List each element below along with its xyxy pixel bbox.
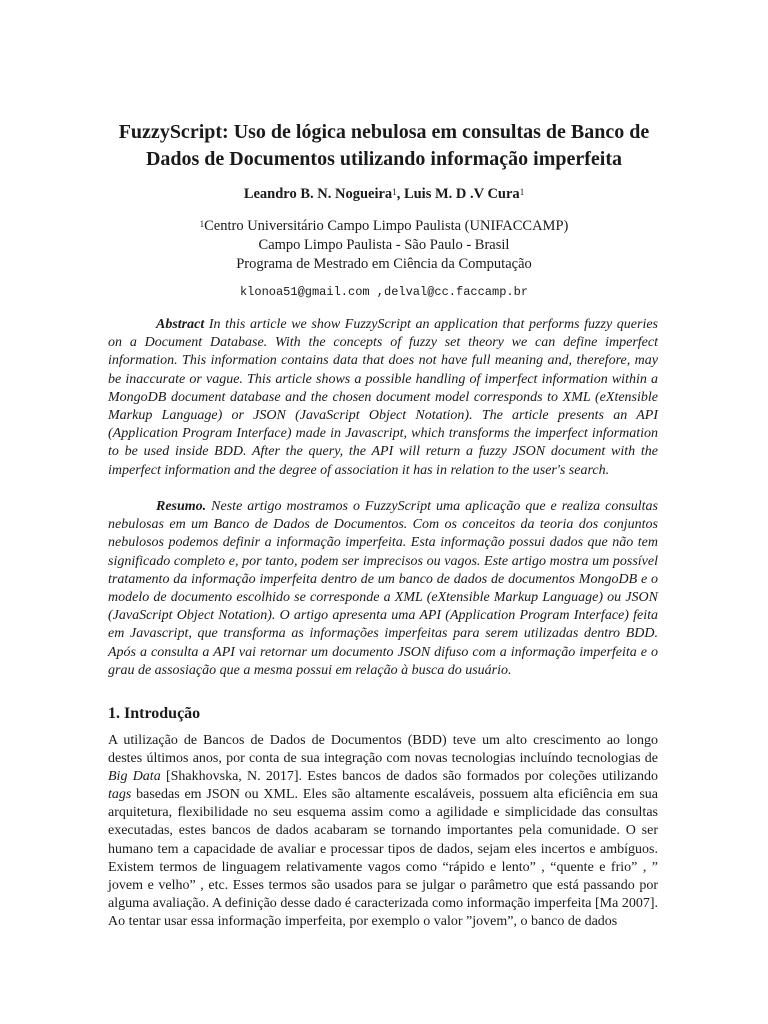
affil-program: Programa de Mestrado em Ciência da Computação (236, 256, 532, 272)
author-2-affil-mark: 1 (519, 187, 525, 197)
intro-text-b: [Shakhovska, N. 2017]. Estes bancos de dados são formados por coleções utilizando (160, 769, 658, 785)
resumo-text: Neste artigo mostramos o FuzzyScript uma aplicação que e realiza consultas nebulosas em um Banco de Dados de Documentos. Com os conceitos da teoria dos conjuntos nebulosos podemos definir a informação imperfeita. Esta informação possui dados que não tem significado completo e, por tanto, podem ser imprecisos ou vagos. Este artigo mostra um possível tratamento da informação imperfeita dentro de um banco de dados de documentos MongoDB e o modelo de documento escolhido se corresponde a XML (eXtensible Markup Language) ou JSON (JavaScript Object Notation). O artigo apresenta uma API (Application Program Interface) feita em Javascript, que transforma as informações imperfeitas para serem utilizadas dentro BDD. Após a consulta a API vai retornar um documento JSON difuso com a informação imperfeita e o grau de assosiação que a mesma possui em relação à busca do usuário. (108, 499, 658, 678)
resumo (108, 498, 658, 680)
abstract-text: In this article we show FuzzyScript an application that performs fuzzy queries on a Document Database. With the concepts of fuzzy set theory we can define imperfect information. This information contains data that does not have full meaning and, therefore, may be inaccurate or vague. This article shows a possible handling of imperfect information within a MongoDB document database and the chosen document model corresponds to XML (eXtensible Markup Language) or JSON (JavaScript Object Notation). The article presents an API (Application Program Interface) made in Javascript, which transforms the imperfect information to be used inside BDD. After the query, the API will return a fuzzy JSON document with the imperfect information and the degree of association it has in relation to the user's search. (108, 317, 658, 478)
affil-mark: 1 (199, 219, 205, 229)
abstract (108, 316, 658, 480)
intro-term-big-data: Big Data (108, 769, 161, 785)
resumo-label: Resumo. (156, 499, 207, 514)
abstract-label: Abstract (156, 317, 205, 332)
paper-title (60, 119, 708, 173)
affil-location: Campo Limpo Paulista - São Paulo - Brasil (258, 237, 510, 253)
title-line-1: FuzzyScript: Uso de lógica nebulosa em consultas de Banco de (118, 121, 650, 143)
section-heading-introducao: 1. Introdução (108, 705, 201, 722)
intro-text-a: A utilização de Bancos de Dados de Documentos (BDD) teve um alto crescimento ao longo destes últimos anos, por conta de sua integração com novas tecnologias incluíndo tecnologias de (108, 733, 658, 767)
intro-paragraph (108, 732, 658, 931)
author-emails: klonoa51@gmail.com ,delval@cc.faccamp.br (239, 285, 529, 299)
title-line-2: Dados de Documentos utilizando informação imperfeita (145, 148, 623, 170)
intro-term-tags: tags (108, 787, 132, 803)
affiliation (60, 217, 708, 274)
authors (60, 184, 708, 204)
affil-institution: Centro Universitário Campo Limpo Paulista (UNIFACCAMP) (204, 218, 569, 234)
author-1: Leandro B. N. Nogueira (243, 186, 393, 202)
author-separator: , (396, 186, 404, 202)
author-2: Luis M. D .V Cura (403, 186, 520, 202)
intro-text-c: basedas em JSON ou XML. Eles são altamente escaláveis, possuem alta eficiência em sua arquitetura, flexibilidade no seu esquema assim como a agilidade e simplicidade das consultas executadas, estes bancos de dados acabaram se tornando importantes pela comunidade. O ser humano tem a capacidade de avaliar e processar tipos de dados, sejam eles incertos e ambíguos. Existem termos de linguagem relativamente vagos como “rápido e lento” , “quente e frio” , ” jovem e velho” , etc. Esses termos são usados para se julgar o parâmetro que está passando por alguma avaliação. A definição desse dado é caracterizada como informação imperfeita [Ma 2007]. Ao tentar usar essa informação imperfeita, por exemplo o valor ”jovem”, o banco de dados (108, 787, 658, 929)
author-1-affil-mark: 1 (392, 187, 397, 197)
